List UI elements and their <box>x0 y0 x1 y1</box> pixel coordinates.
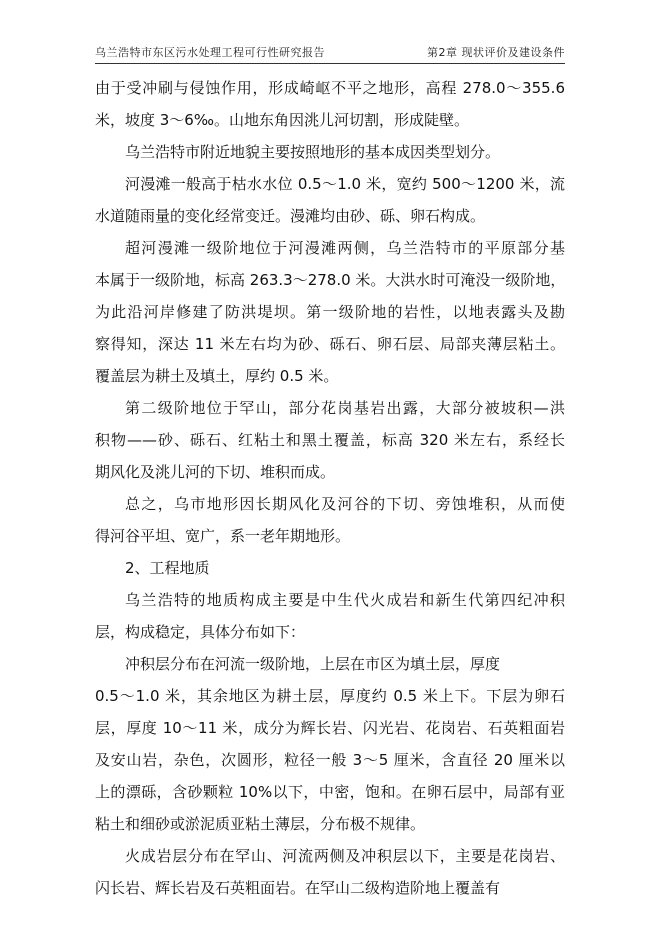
text-line: 闪长岩、辉长岩及石英粗面岩。在罕山二级构造阶地上覆盖有 <box>95 879 501 897</box>
text-line: 上的漂砾，含砂颗粒 10%以下，中密，饱和。在卵石层中，局部有亚 <box>95 783 565 801</box>
document-body <box>95 72 565 904</box>
text-line: 河漫滩一般高于枯水水位 0.5～1.0 米，宽约 500～1200 米，流 <box>125 175 565 193</box>
chapter-title: 第2章 现状评价及建设条件 <box>427 46 565 59</box>
text-line: 乌兰浩特的地质构成主要是中生代火成岩和新生代第四纪冲积 <box>125 591 565 609</box>
report-title: 乌兰浩特市东区污水处理工程可行性研究报告 <box>95 46 325 59</box>
text-line: 米，坡度 3～6‰。山地东角因洮儿河切割，形成陡壁。 <box>95 111 469 129</box>
text-line: 火成岩层分布在罕山、河流两侧及冲积层以下，主要是花岗岩、 <box>125 847 565 865</box>
text-line: 粘土和细砂或淤泥质亚粘土薄层，分布极不规律。 <box>95 815 426 833</box>
text-line: 积物——砂、砾石、红粘土和黑土覆盖，标高 320 米左右，系经长 <box>95 431 565 449</box>
text-line: 0.5～1.0 米，其余地区为耕土层，厚度约 0.5 米上下。下层为卵石 <box>95 687 565 705</box>
text-line: 总之，乌市地形因长期风化及河谷的下切、旁蚀堆积，从而使 <box>125 495 565 513</box>
text-line: 察得知，深达 11 米左右均为砂、砾石、卵石层、局部夹薄层粘土。 <box>95 335 565 353</box>
text-line: 期风化及洮儿河的下切、堆积而成。 <box>95 463 336 481</box>
header-divider <box>95 63 565 64</box>
text-line: 覆盖层为耕土及填土，厚约 0.5 米。 <box>95 367 339 385</box>
running-header <box>95 44 565 62</box>
text-line: 水道随雨量的变化经常变迁。漫滩均由砂、砾、卵石构成。 <box>95 207 486 225</box>
text-line: 乌兰浩特市附近地貌主要按照地形的基本成因类型划分。 <box>125 143 501 161</box>
section-heading: 2、工程地质 <box>125 559 210 577</box>
text-line: 由于受冲刷与侵蚀作用，形成崎岖不平之地形，高程 278.0～355.6 <box>95 79 565 97</box>
text-line: 第二级阶地位于罕山，部分花岗基岩出露，大部分被坡积—洪 <box>125 399 565 417</box>
text-line: 冲积层分布在河流一级阶地，上层在市区为填土层，厚度 <box>125 655 501 673</box>
text-line: 本属于一级阶地，标高 263.3～278.0 米。大洪水时可淹没一级阶地， <box>95 271 565 289</box>
text-line: 得河谷平坦、宽广，系一老年期地形。 <box>95 527 351 545</box>
text-line: 层，厚度 10～11 米，成分为辉长岩、闪光岩、花岗岩、石英粗面岩 <box>95 719 565 737</box>
text-line: 及安山岩，杂色，次圆形，粒径一般 3～5 厘米，含直径 20 厘米以 <box>95 751 565 769</box>
text-line: 层，构成稳定，具体分布如下： <box>95 623 306 641</box>
text-line: 为此沿河岸修建了防洪堤坝。第一级阶地的岩性，以地表露头及勘 <box>95 303 565 321</box>
text-line: 超河漫滩一级阶地位于河漫滩两侧，乌兰浩特市的平原部分基 <box>125 239 565 257</box>
